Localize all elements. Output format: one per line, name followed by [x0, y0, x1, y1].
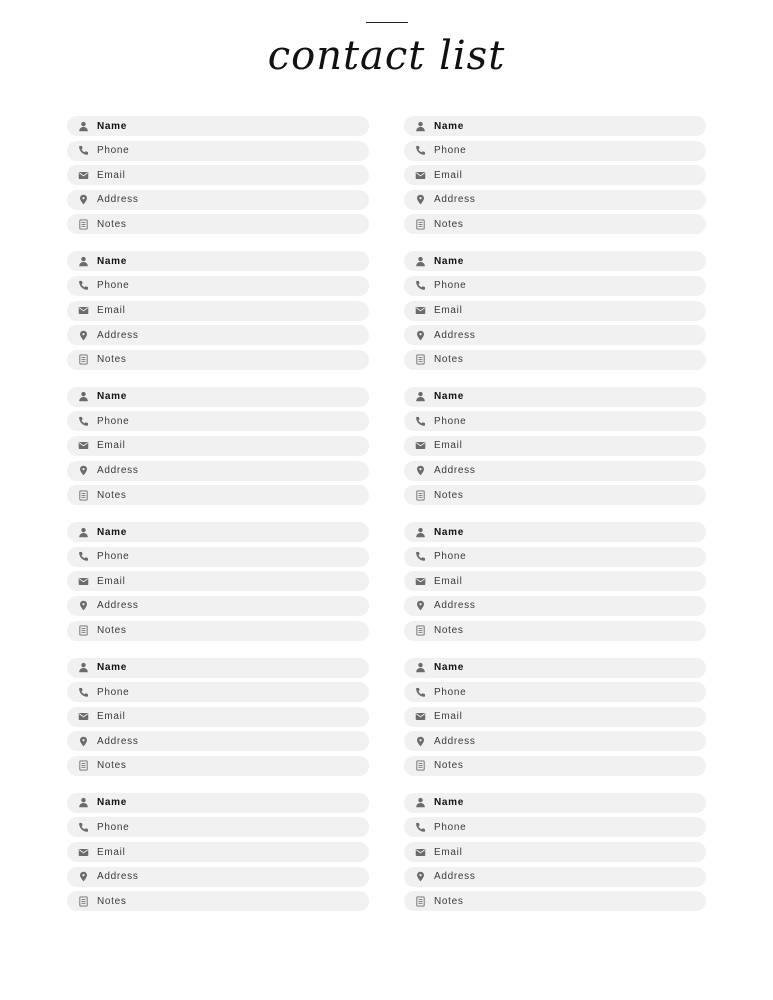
contact-card: [67, 658, 369, 776]
location-pin-icon: [77, 194, 89, 206]
address-label: Address: [97, 600, 139, 612]
email-label: Email: [434, 846, 463, 858]
notes-label: Notes: [434, 895, 464, 907]
contact-card: [404, 522, 706, 640]
address-field[interactable]: [404, 867, 706, 887]
phone-field[interactable]: [67, 141, 369, 161]
phone-icon: [77, 415, 89, 427]
name-label: Name: [434, 526, 465, 538]
email-label: Email: [97, 169, 126, 181]
name-field[interactable]: [67, 251, 369, 271]
contact-card: [404, 793, 706, 911]
address-field[interactable]: [404, 461, 706, 481]
email-field[interactable]: [67, 436, 369, 456]
phone-label: Phone: [434, 280, 467, 292]
phone-icon: [414, 145, 426, 157]
contact-card: [67, 522, 369, 640]
phone-field[interactable]: [404, 817, 706, 837]
location-pin-icon: [414, 329, 426, 341]
person-icon: [77, 391, 89, 403]
location-pin-icon: [77, 329, 89, 341]
notepad-icon: [77, 625, 89, 637]
phone-icon: [77, 280, 89, 292]
notes-label: Notes: [434, 625, 464, 636]
phone-field[interactable]: [67, 411, 369, 431]
location-pin-icon: [77, 600, 89, 612]
envelope-icon: [77, 846, 89, 858]
email-field[interactable]: [404, 165, 706, 185]
phone-icon: [77, 821, 89, 833]
phone-label: Phone: [97, 821, 130, 833]
contact-card: [67, 251, 369, 369]
phone-label: Phone: [434, 415, 467, 427]
notepad-icon: [77, 218, 89, 230]
notes-field[interactable]: [404, 350, 706, 370]
envelope-icon: [77, 440, 89, 452]
person-icon: [414, 526, 426, 538]
phone-label: Phone: [97, 415, 130, 427]
name-label: Name: [97, 120, 128, 132]
address-field[interactable]: [67, 325, 369, 345]
address-field[interactable]: [404, 731, 706, 751]
person-icon: [77, 526, 89, 538]
name-label: Name: [434, 662, 465, 673]
email-label: Email: [434, 169, 463, 181]
name-label: Name: [434, 797, 465, 809]
envelope-icon: [77, 711, 89, 723]
address-field[interactable]: [67, 596, 369, 616]
phone-icon: [77, 551, 89, 563]
notepad-icon: [414, 489, 426, 501]
phone-icon: [414, 821, 426, 833]
location-pin-icon: [414, 735, 426, 747]
phone-field[interactable]: [404, 682, 706, 702]
phone-field[interactable]: [67, 817, 369, 837]
email-label: Email: [434, 711, 463, 723]
name-field[interactable]: [67, 658, 369, 678]
notes-field[interactable]: [67, 621, 369, 641]
address-label: Address: [434, 194, 476, 206]
person-icon: [414, 797, 426, 809]
notes-label: Notes: [97, 489, 127, 501]
notes-label: Notes: [97, 760, 127, 772]
phone-field[interactable]: [67, 276, 369, 296]
notes-field[interactable]: [67, 485, 369, 505]
email-field[interactable]: [67, 842, 369, 862]
person-icon: [414, 391, 426, 403]
email-field[interactable]: [67, 165, 369, 185]
name-field[interactable]: [404, 658, 706, 678]
phone-label: Phone: [97, 686, 130, 698]
address-field[interactable]: [67, 190, 369, 210]
phone-icon: [414, 415, 426, 427]
phone-icon: [414, 686, 426, 698]
address-field[interactable]: [67, 731, 369, 751]
notepad-icon: [414, 354, 426, 366]
name-label: Name: [97, 662, 128, 673]
notes-label: Notes: [97, 218, 127, 230]
name-label: Name: [97, 255, 128, 267]
name-field[interactable]: [67, 116, 369, 136]
email-label: Email: [434, 440, 463, 452]
person-icon: [77, 120, 89, 132]
name-field[interactable]: [404, 116, 706, 136]
title-decorative-rule: [366, 22, 408, 23]
phone-label: Phone: [97, 280, 130, 292]
notepad-icon: [414, 895, 426, 907]
phone-field[interactable]: [404, 547, 706, 567]
contact-grid: [67, 116, 706, 911]
contact-card: [67, 793, 369, 911]
address-label: Address: [97, 735, 139, 747]
address-label: Address: [97, 329, 139, 341]
address-label: Address: [97, 465, 139, 477]
person-icon: [77, 797, 89, 809]
contact-card: [404, 658, 706, 776]
name-label: Name: [97, 526, 128, 538]
email-label: Email: [97, 846, 126, 858]
name-label: Name: [434, 391, 465, 403]
address-label: Address: [97, 871, 139, 883]
address-field[interactable]: [404, 190, 706, 210]
email-label: Email: [434, 305, 463, 317]
email-label: Email: [97, 305, 126, 317]
page-title: contact list: [267, 33, 506, 79]
notes-field[interactable]: [404, 485, 706, 505]
name-label: Name: [434, 120, 465, 132]
envelope-icon: [414, 305, 426, 317]
phone-field[interactable]: [67, 547, 369, 567]
envelope-icon: [77, 575, 89, 587]
contact-card: [404, 116, 706, 234]
envelope-icon: [414, 846, 426, 858]
notes-field[interactable]: [404, 891, 706, 911]
location-pin-icon: [77, 465, 89, 477]
email-label: Email: [97, 440, 126, 452]
contact-card: [67, 387, 369, 505]
notes-field[interactable]: [67, 350, 369, 370]
address-field[interactable]: [67, 867, 369, 887]
notes-label: Notes: [97, 895, 127, 907]
address-field[interactable]: [404, 325, 706, 345]
phone-label: Phone: [97, 551, 130, 563]
envelope-icon: [77, 305, 89, 317]
email-field[interactable]: [404, 707, 706, 727]
name-field[interactable]: [404, 251, 706, 271]
address-field[interactable]: [404, 596, 706, 616]
email-field[interactable]: [67, 707, 369, 727]
email-field[interactable]: [404, 436, 706, 456]
location-pin-icon: [414, 600, 426, 612]
contact-card: [67, 116, 369, 234]
name-field[interactable]: [404, 387, 706, 407]
phone-field[interactable]: [404, 276, 706, 296]
email-label: Email: [97, 711, 126, 723]
phone-label: Phone: [434, 551, 467, 563]
location-pin-icon: [77, 735, 89, 747]
email-label: Email: [434, 575, 463, 587]
name-label: Name: [97, 391, 128, 403]
notepad-icon: [414, 625, 426, 637]
notes-label: Notes: [434, 489, 464, 501]
notes-label: Notes: [434, 354, 464, 366]
phone-field[interactable]: [404, 411, 706, 431]
name-field[interactable]: [404, 793, 706, 813]
notepad-icon: [77, 895, 89, 907]
contact-card: [404, 251, 706, 369]
notes-label: Notes: [97, 354, 127, 366]
location-pin-icon: [414, 194, 426, 206]
contact-card: [404, 387, 706, 505]
phone-label: Phone: [434, 686, 467, 698]
envelope-icon: [414, 711, 426, 723]
phone-icon: [414, 551, 426, 563]
location-pin-icon: [414, 871, 426, 883]
notes-field[interactable]: [67, 891, 369, 911]
notepad-icon: [414, 218, 426, 230]
name-field[interactable]: [67, 793, 369, 813]
notes-field[interactable]: [67, 214, 369, 234]
phone-icon: [414, 280, 426, 292]
notepad-icon: [77, 760, 89, 772]
name-field[interactable]: [67, 522, 369, 542]
notes-label: Notes: [434, 760, 464, 772]
email-field[interactable]: [67, 571, 369, 591]
address-label: Address: [434, 735, 476, 747]
phone-icon: [77, 145, 89, 157]
address-label: Address: [434, 329, 476, 341]
address-label: Address: [97, 194, 139, 206]
email-field[interactable]: [404, 301, 706, 321]
address-field[interactable]: [67, 461, 369, 481]
person-icon: [414, 120, 426, 132]
notes-field[interactable]: [67, 756, 369, 776]
phone-label: Phone: [434, 145, 467, 157]
phone-label: Phone: [434, 821, 467, 833]
notes-label: Notes: [434, 218, 464, 230]
envelope-icon: [414, 575, 426, 587]
notes-label: Notes: [97, 625, 127, 636]
envelope-icon: [414, 440, 426, 452]
email-field[interactable]: [67, 301, 369, 321]
person-icon: [77, 662, 89, 674]
location-pin-icon: [414, 465, 426, 477]
email-field[interactable]: [404, 842, 706, 862]
person-icon: [414, 255, 426, 267]
name-field[interactable]: [404, 522, 706, 542]
location-pin-icon: [77, 871, 89, 883]
phone-icon: [77, 686, 89, 698]
notes-field[interactable]: [404, 756, 706, 776]
name-label: Name: [97, 797, 128, 809]
envelope-icon: [77, 169, 89, 181]
notepad-icon: [414, 760, 426, 772]
email-field[interactable]: [404, 571, 706, 591]
address-label: Address: [434, 871, 476, 883]
phone-field[interactable]: [404, 141, 706, 161]
address-label: Address: [434, 465, 476, 477]
address-label: Address: [434, 600, 476, 612]
notes-field[interactable]: [404, 621, 706, 641]
name-label: Name: [434, 255, 465, 267]
notepad-icon: [77, 354, 89, 366]
person-icon: [77, 255, 89, 267]
envelope-icon: [414, 169, 426, 181]
email-label: Email: [97, 575, 126, 587]
person-icon: [414, 662, 426, 674]
notepad-icon: [77, 489, 89, 501]
phone-field[interactable]: [67, 682, 369, 702]
name-field[interactable]: [67, 387, 369, 407]
notes-field[interactable]: [404, 214, 706, 234]
phone-label: Phone: [97, 145, 130, 157]
